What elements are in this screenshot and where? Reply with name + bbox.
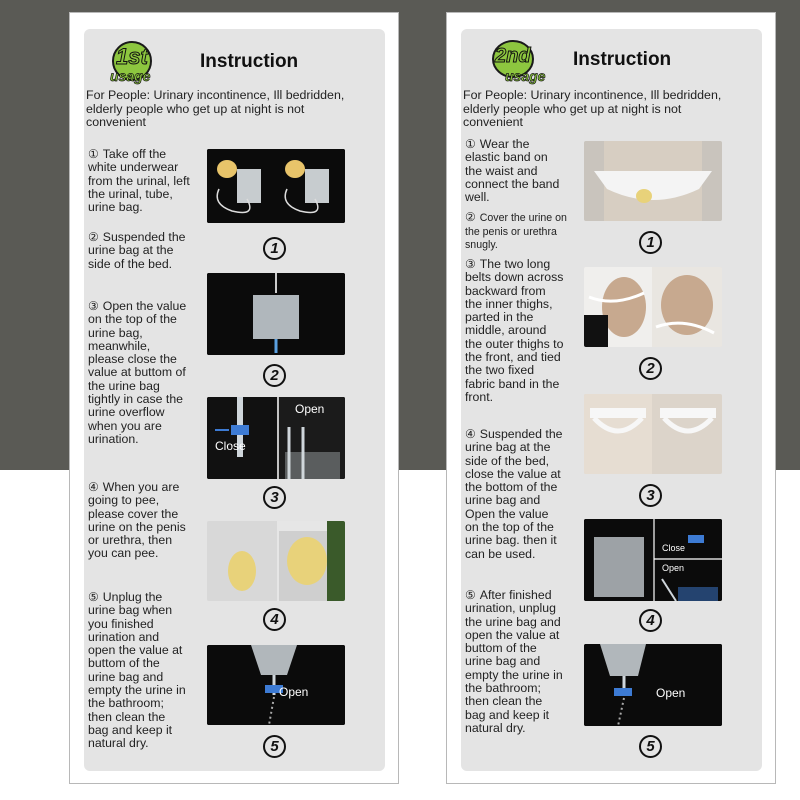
step-text: Take off the white underwear from the urinal, left the urinal, tube, urine bag.: [88, 147, 190, 215]
target-users-text: For People: Urinary incontinence, Ill bedridden, elderly people who get up at night is not convenient: [463, 88, 722, 130]
step-2: [88, 231, 188, 271]
step-number: ⑤: [88, 590, 99, 604]
photo-leg-belts: [584, 267, 722, 347]
open-label: Open: [656, 686, 686, 700]
step-text: Wear the elastic band on the waist and connect the band well.: [465, 137, 560, 205]
step-text: After finished urination, unplug the urine bag and open the value at buttom of the urine bag and empty the urine in the bathroom; then clean the bag and keep it natural dry.: [465, 588, 563, 735]
step-text: When you are going to pee, please cover the urine on the penis or urethra, then you can pee.: [88, 480, 186, 561]
step-text: The two long belts down across backward from the inner thighs, parted in the middle, around the outer thighs to the front, and tied the two fixed fabric band in the front.: [465, 257, 564, 404]
step-marker-5: 5: [639, 735, 662, 758]
step-marker-3: 3: [639, 484, 662, 507]
step-text: Suspended the urine bag at the side of the bed, close the value at the bottom of the urine bag and Open the value on the top of the urine bag. then it can be used.: [465, 427, 563, 561]
photo-valve-open-close: [207, 397, 345, 479]
step-1: [465, 138, 563, 204]
step-1: [88, 148, 198, 214]
step-marker-2: 2: [639, 357, 662, 380]
step-3: [465, 258, 565, 404]
header-title: Instruction: [200, 51, 299, 72]
step-marker-5: 5: [263, 735, 286, 758]
target-users-text: For People: Urinary incontinence, Ill bedridden, elderly people who get up at night is not convenient: [86, 88, 345, 130]
step-number: ①: [88, 147, 99, 161]
photo-urinal-kit: [207, 149, 345, 223]
card-header: [100, 35, 370, 87]
close-label: Close: [215, 439, 246, 453]
step-5: [88, 591, 188, 751]
step-marker-4: 4: [639, 609, 662, 632]
photo-tied-bands: [584, 394, 722, 474]
photo-bag-valves: [584, 519, 722, 601]
step-3: [88, 300, 188, 446]
step-number: ③: [88, 299, 99, 313]
step-number: ①: [465, 137, 476, 151]
close-label: Close: [662, 543, 686, 553]
badge-top-text: 1st: [116, 44, 148, 69]
photo-wearing-urinal: [207, 521, 345, 601]
usage-badge: [100, 35, 196, 87]
photo-waist-band: [584, 141, 722, 221]
step-text: Suspended the urine bag at the side of the bed.: [88, 230, 186, 271]
step-marker-4: 4: [263, 608, 286, 631]
step-4: [88, 481, 188, 561]
step-marker-3: 3: [263, 486, 286, 509]
badge-bottom-text: usage: [505, 68, 546, 84]
step-text: Cover the urine on the penis or urethra snugly.: [465, 212, 567, 251]
step-number: ③: [465, 257, 476, 271]
step-number: ⑤: [465, 588, 476, 602]
step-number: ②: [88, 230, 99, 244]
open-label: Open: [279, 685, 309, 699]
step-marker-1: 1: [263, 237, 286, 260]
instruction-card-2nd-usage: [446, 12, 776, 784]
usage-badge: [477, 35, 573, 87]
step-marker-1: 1: [639, 231, 662, 254]
photo-empty-urine-bag: [584, 644, 722, 726]
photo-empty-urine-bag: [207, 645, 345, 725]
step-number: ②: [465, 210, 476, 224]
step-number: ④: [465, 427, 476, 441]
header-title: Instruction: [573, 49, 672, 70]
step-5: [465, 589, 565, 735]
open-label: Open: [295, 402, 325, 416]
badge-top-text: 2nd: [495, 45, 531, 67]
step-4: [465, 428, 565, 561]
step-2: [465, 211, 575, 253]
card-header: [477, 35, 747, 87]
step-text: Unplug the urine bag when you finished urination and open the value at buttom of the urine bag and empty the urine in the bathroom; then clean the bag and keep it natural dry.: [88, 590, 186, 751]
step-marker-2: 2: [263, 364, 286, 387]
badge-bottom-text: usage: [110, 68, 151, 84]
open-label: Open: [662, 563, 685, 573]
instruction-card-1st-usage: [69, 12, 399, 784]
photo-suspended-urine-bag: [207, 273, 345, 355]
step-number: ④: [88, 480, 99, 494]
step-text: Open the value on the top of the urine bag, meanwhile, please close the value at buttom of the urine bag tightly in case the urine overflow when you are urination.: [88, 299, 187, 446]
